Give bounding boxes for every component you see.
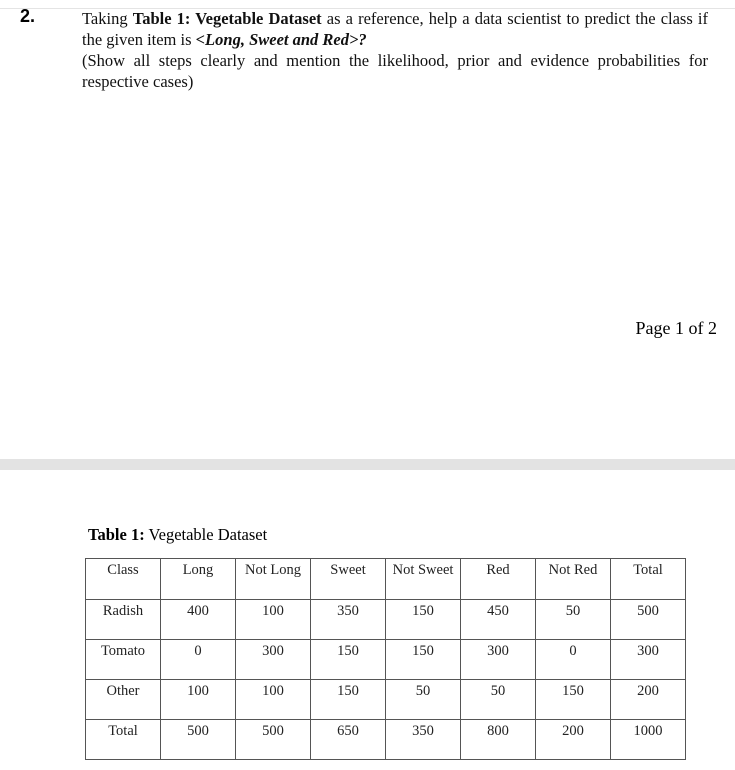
table-cell: 50 <box>536 600 611 640</box>
header-cell: Not Sweet <box>386 559 461 600</box>
table-cell: 150 <box>386 640 461 680</box>
table-cell: 300 <box>611 640 686 680</box>
table-cell: Other <box>86 680 161 720</box>
table-cell: 150 <box>311 640 386 680</box>
table-cell: 450 <box>461 600 536 640</box>
table-caption <box>88 525 267 545</box>
table-cell: Tomato <box>86 640 161 680</box>
page-number: Page 1 of 2 <box>635 318 717 338</box>
table-cell: 500 <box>611 600 686 640</box>
table-cell: 150 <box>536 680 611 720</box>
table-caption-text: Vegetable Dataset <box>144 525 268 544</box>
table-cell: 300 <box>236 640 311 680</box>
header-cell: Class <box>86 559 161 600</box>
table-cell: 0 <box>536 640 611 680</box>
given-item: <Long, Sweet and Red>? <box>195 30 367 49</box>
table-cell: 350 <box>311 600 386 640</box>
table-cell: 400 <box>161 600 236 640</box>
table-reference: Table 1: Vegetable Dataset <box>132 9 322 28</box>
table-cell: Radish <box>86 600 161 640</box>
table-cell: 0 <box>161 640 236 680</box>
table-cell: 1000 <box>611 720 686 760</box>
table-row <box>86 720 686 760</box>
table-cell: 500 <box>236 720 311 760</box>
table-cell: 800 <box>461 720 536 760</box>
table-cell: 150 <box>386 600 461 640</box>
header-cell: Red <box>461 559 536 600</box>
table-cell: 150 <box>311 680 386 720</box>
table-cell: 200 <box>611 680 686 720</box>
table-cell: 650 <box>311 720 386 760</box>
page-break-separator <box>0 459 735 470</box>
question-prompt <box>82 8 708 50</box>
question-text <box>82 8 708 92</box>
question-number: 2. <box>20 6 36 26</box>
table-row <box>86 680 686 720</box>
table-cell: 300 <box>461 640 536 680</box>
header-cell: Sweet <box>311 559 386 600</box>
table-cell: 100 <box>236 600 311 640</box>
header-cell: Not Long <box>236 559 311 600</box>
table-cell: 350 <box>386 720 461 760</box>
table-caption-label: Table 1: <box>88 525 145 544</box>
prompt-body: as a reference, help a data scientist to predict the class if the given item is <box>82 9 708 49</box>
table-cell: 200 <box>536 720 611 760</box>
table-cell: 500 <box>161 720 236 760</box>
prompt-lead: Taking <box>82 9 133 28</box>
table-cell: 50 <box>461 680 536 720</box>
vegetable-dataset-table <box>85 558 686 760</box>
header-cell: Total <box>611 559 686 600</box>
question-instruction: (Show all steps clearly and mention the likelihood, prior and evidence probabilities for respective cases) <box>82 51 708 91</box>
table-cell: 100 <box>161 680 236 720</box>
header-cell: Not Red <box>536 559 611 600</box>
table-cell: Total <box>86 720 161 760</box>
table-row <box>86 640 686 680</box>
table-header-row <box>86 559 686 600</box>
table-row <box>86 600 686 640</box>
header-cell: Long <box>161 559 236 600</box>
table-cell: 50 <box>386 680 461 720</box>
table-cell: 100 <box>236 680 311 720</box>
